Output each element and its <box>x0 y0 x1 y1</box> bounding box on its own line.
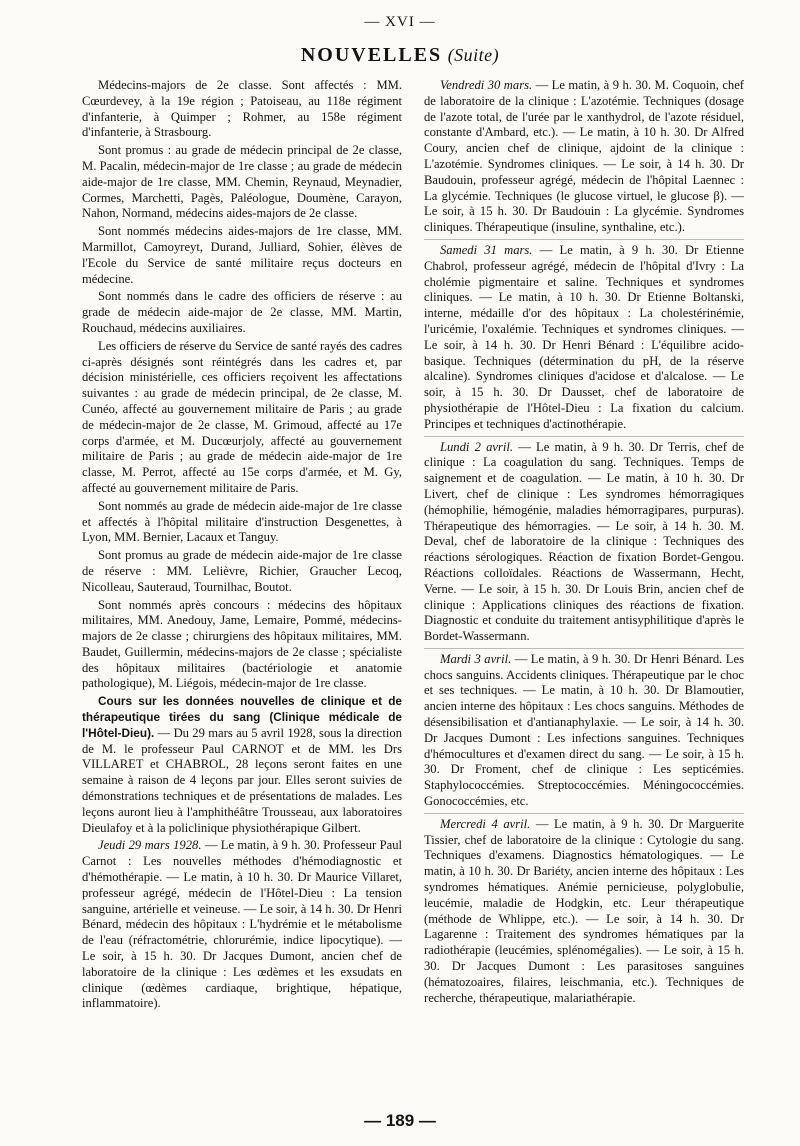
section-title <box>0 44 800 67</box>
paragraph-concours: Sont nommés après concours : médecins des hôpitaux militaires, MM. Anedouy, Jame, Lemaire, Pommé, médecins-majors de 2e classe ; chirurgiens des hôpitaux militaires, MM. Baudet, Guillermin, médecins-majors de 2e classe ; spécialiste des hôpitaux militaires (bactériologie et anatomie pathologique), M. Liégois, médecin-major de 1re classe. <box>82 597 402 691</box>
paragraph-cours <box>82 694 402 836</box>
paragraph-mardi <box>424 648 744 810</box>
lundi-body: — Le matin, à 9 h. 30. Dr Terris, chef de clinique : La coagulation du sang. Techniques. Temps de saignement et de coagulation. — Le matin, à 10 h. 30. Dr Livert, chef de clinique : Les syndromes hémorragiques (hémophilie, hémogénie, maladies hémorragipares, purpuras). Thérapeutique des hémorragies. — Le soir, à 14 h. 30. M. Deval, chef de laboratoire de la clinique : Techniques des réactions sérologiques. Réaction de fixation Bordet-Gengou. Réactions colloïdales. Réactions de Wassermann, Hecht, Verne. — Le soir, à 15 h. 30. Dr Louis Brin, ancien chef de clinique : Applications cliniques des réactions de fixation. Diagnostic et conduite du traitement antisyphilitique d'après le Bordet-Wassermann. <box>424 439 744 644</box>
paragraph-samedi <box>424 239 744 433</box>
lundi-date: Lundi 2 avril. <box>440 439 514 454</box>
section-title-main: NOUVELLES <box>300 44 443 66</box>
paragraph-medecins-majors: Médecins-majors de 2e classe. Sont affectés : MM. Cœurdevey, à la 19e région ; Patoiseau, au 118e régiment d'infanterie, à Quimper ; Rohmer, au 158e régiment d'infanterie, à Strasbourg. <box>82 78 402 140</box>
mardi-body: — Le matin, à 9 h. 30. Dr Henri Bénard. Les chocs sanguins. Accidents cliniques. Thérapeutique par le choc et ses techniques. — Le matin, à 10 h. 30. Dr Blamoutier, ancien interne des hôpitaux : Les chocs sanguins. Méthodes de désensibilisation et d'antianaphylaxie. — Le soir, à 14 h. 30. Dr Jacques Dumont : Les infections sanguines. Techniques d'hémocultures et d'examen direct du sang. — Le soir, à 15 h. 30. Dr Froment, chef de clinique : Les septicémies. Staphylococcémies. Streptococcémies. Méningococcémies. Gonococcémies, etc. <box>424 651 744 809</box>
mercredi-date: Mercredi 4 avril. <box>440 816 531 831</box>
paragraph-desgenettes: Sont nommés au grade de médecin aide-major de 1re classe et affectés à l'hôpital militaire d'instruction Desgenettes, à Lyon, MM. Bernier, Lacaux et Tanguy. <box>82 498 402 545</box>
paragraph-reserve: Sont nommés dans le cadre des officiers de réserve : au grade de médecin aide-major de 2e classe, MM. Martin, Rouchaud, médecins auxiliaires. <box>82 289 402 335</box>
cours-body: — Du 29 mars au 5 avril 1928, sous la direction de M. le professeur Paul CARNOT et de MM. les Drs VILLARET et CHABROL, 28 leçons seront faites en une semaine à raison de 4 leçons par jour. Elles seront suivies de démonstrations techniques et de présentations de malades. Les leçons auront lieu à l'amphithéâtre Trousseau, aux laboratoires Dieulafoy et à la policlinique physiothérapique Gilbert. <box>82 725 402 835</box>
right-column <box>424 78 744 1008</box>
section-title-suite: (Suite) <box>447 45 500 65</box>
paragraph-lundi <box>424 436 744 645</box>
left-column <box>82 78 402 1014</box>
paragraph-aides-majors: Sont nommés médecins aides-majors de 1re classe, MM. Marmillot, Camoyreyt, Durand, Julliard, Sohier, élèves de l'Ecole du Service de santé militaire reçus docteurs en médecine. <box>82 224 402 286</box>
samedi-date: Samedi 31 mars. <box>440 242 533 257</box>
paragraph-promotions: Sont promus : au grade de médecin principal de 2e classe, M. Pacalin, médecin-major de 1re classe ; au grade de médecin aide-major de 1re classe, MM. Chemin, Reynaud, Meynadier, Cormes, Marchetti, Pagès, Paléologue, Doumène, Carayon, Nahon, Normand, médecins aides-majors de 2e classe. <box>82 143 402 221</box>
jeudi-date: Jeudi 29 mars 1928. <box>98 838 202 853</box>
roman-page-number: — XVI — <box>364 14 436 30</box>
paragraph-vendredi <box>424 78 744 236</box>
vendredi-date: Vendredi 30 mars. <box>440 78 533 92</box>
mercredi-body: — Le matin, à 9 h. 30. Dr Marguerite Tissier, chef de laboratoire de la clinique : Cytologie du sang. Techniques d'examens. Diagnostics hématologiques. — Le matin, à 10 h. 30. Dr Bariéty, ancien interne des hôpitaux : Les syndromes hématiques. Anémie pernicieuse, polyglobulie, leucémie, maladie de Hodgkin, etc. Leur thérapeutique (méthode de Whlippe, etc.). — Le soir, à 14 h. 30. Dr Lagarenne : Traitement des syndromes hématiques par la radiothérapie (leucémies, splénomégalies). — Le soir, à 15 h. 30. Dr Jacques Dumont : Les parasitoses sanguines (hématozoaires, filaires, leischmania, etc.). Techniques de recherche, thérapeutique, malariathérapie. <box>424 816 745 1005</box>
cours-heading: Cours sur les données nouvelles de clinique et de thérapeutique tirées du sang (Clinique médicale de l'Hôtel-Dieu). <box>82 694 402 740</box>
samedi-body: — Le matin, à 9 h. 30. Dr Etienne Chabrol, professeur agrégé, médecin de l'hôpital d'Ivry : La cholémie pigmentaire et saline. Techniques et syndromes cliniques. — Le matin, à 10 h. 30. Dr Etienne Boltanski, interne, médaille d'or des hôpitaux : La cholestérinémie, l'uricémie, l'oxalémie. Techniques et syndromes cliniques. — Le soir, à 14 h. 30. Dr Henri Bénard : L'équilibre acido-basique. Techniques (détermination du pH, de la réserve alcaline). Syndromes cliniques d'acidose et d'alcalose. — Le soir, à 15 h. 30. Dr Dausset, chef de laboratoire de physiothérapie de l'Hôtel-Dieu : La fixation du calcium. Principes et techniques d'actinothérapie. <box>424 242 745 431</box>
page-folio: — 189 — <box>364 1111 436 1130</box>
paragraph-reserve-promotions: Sont promus au grade de médecin aide-major de 1re classe de réserve : MM. Lelièvre, Richier, Graucher Lecoq, Nicolleau, Sauteraud, Tournilhac, Boutot. <box>82 548 402 594</box>
paragraph-jeudi <box>82 838 402 1012</box>
paragraph-mercredi <box>424 813 744 1007</box>
jeudi-body: — Le matin, à 9 h. 30. Professeur Paul Carnot : Les nouvelles méthodes d'hémodiagnostic et d'hémothérapie. — Le matin, à 10 h. 30. Dr Maurice Villaret, professeur agrégé, médecin de l'Hôtel-Dieu : La tension sanguine, artérielle et veineuse. — Le soir, à 14 h. 30. Dr Henri Bénard, médecin des hôpitaux : L'hydrémie et le métabolisme de l'eau (réfractométrie, chlorurémie, indice lipocytique). — Le soir, à 15 h. 30. Dr Jacques Dumont, ancien chef de laboratoire de la clinique : Les œdèmes et les exsudats en clinique (œdèmes cardiaque, brightique, hépatique, inflammatoire). <box>82 838 402 1011</box>
vendredi-body: — Le matin, à 9 h. 30. M. Coquoin, chef de laboratoire de la clinique : L'azotémie. Techniques (dosage de l'azote total, de l'urée par le xanthydrol, de l'azote résiduel, constante d'Ambard, etc.). — Le matin, à 10 h. 30. Dr Alfred Coury, ancien chef de clinique, ajdoint de la clinique : L'azotémie. Syndromes cliniques. — Le soir, à 14 h. 30. Dr Baudouin, professeur agrégé, médecin de l'hôpital Laennec : La glycémie. Techniques (le glucose virtuel, le glucose β). — Le soir, à 15 h. 30. Dr Baudouin : La glycémie. Syndromes cliniques. Thérapeutique (insuline, synthaline, etc.). <box>424 78 744 235</box>
mardi-date: Mardi 3 avril. <box>440 651 512 666</box>
paragraph-reintegration: Les officiers de réserve du Service de santé rayés des cadres ci-après désignés sont réintégrés dans les cadres et, par décision ministérielle, ces officiers reçoivent les affectations suivantes : au grade de médecin principal, de 2e classe, M. Cunéo, affecté au gouvernement militaire de Paris ; au grade de médecin-major de 2e classe, M. Grimoud, affecté au 17e corps d'armée, et M. Ducœurjoly, affecté au gouvernement militaire de Paris ; au grade de médecin aide-major de 1re classe, M. Perrot, affecté au 15e corps d'armée, et M. Gy, affecté au gouvernement militaire de Paris. <box>82 338 402 495</box>
